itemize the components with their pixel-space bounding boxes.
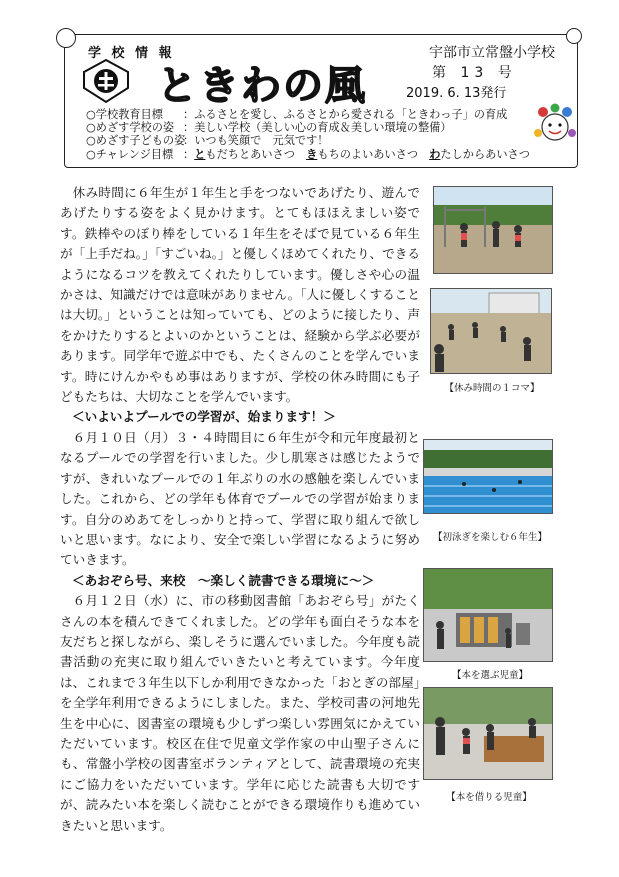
newsletter-title: ときわの風 xyxy=(157,63,367,109)
challenge-key-1: と xyxy=(194,147,206,161)
challenge-prefix: ： xyxy=(183,147,195,161)
borrow-caption: 【本を借りる児童】 xyxy=(446,792,532,803)
challenge-rest-3: たしからあいさつ xyxy=(440,147,530,161)
bookmobile-photo-1 xyxy=(423,568,553,662)
goal-text: ：いつも笑顔で 元気です！ xyxy=(183,134,329,148)
challenge-key-3: わ xyxy=(429,147,441,161)
scroll-curl-left xyxy=(56,28,76,48)
goal-label: ○めざす学校の姿 xyxy=(86,121,175,135)
challenge-label: ○チャレンジ目標 xyxy=(86,147,174,161)
scroll-curl-right xyxy=(566,28,582,44)
goal-row xyxy=(86,121,530,134)
school-goals xyxy=(86,108,530,161)
pool-paragraph: ６月１０日（月）３・４時間目に６年生が令和元年度最初となるプールでの学習を行いました。少し肌寒さは感じたようですが、きれいなプールでの１年ぶりの水の感触を楽しんでいました。これから、どの学年も体育でプールでの学習が始まります。自分のめあてをしっかりと持って、学習に取り組んで欲しいと思います。なにより、安全で楽しい学習になるように努めていきます。 xyxy=(60,429,420,568)
recess-photo-1 xyxy=(433,186,553,274)
challenge-goal-row xyxy=(86,148,530,161)
mascot-icon xyxy=(533,103,577,147)
section-label: 学 校 情 報 xyxy=(88,46,175,61)
recess-photo-2 xyxy=(430,288,552,374)
issue-number: 第 13 号 xyxy=(432,65,517,81)
goal-text: ：美しい学校（美しい心の育成＆美しい環境の整備） xyxy=(183,121,452,135)
challenge-rest-1: もだちとあいさつ xyxy=(205,147,307,161)
challenge-text xyxy=(181,148,530,161)
school-name: 宇部市立常盤小学校 xyxy=(429,45,555,61)
issue-date: 2019. 6. 13発行 xyxy=(406,86,507,101)
pool-heading: ＜いよいよプールでの学習が、始まります！＞ xyxy=(72,409,336,425)
challenge-rest-2: もちのよいあいさつ xyxy=(317,147,430,161)
recess-caption: 【休み時間の１コマ】 xyxy=(444,383,540,394)
goal-row xyxy=(86,108,530,121)
goal-label: ○めざす子どもの姿 xyxy=(86,134,186,148)
goal-row xyxy=(86,134,530,147)
pool-caption: 【初泳ぎを楽しむ６年生】 xyxy=(432,532,547,543)
recess-paragraph: 休み時間に６年生が１年生と手をつないであげたり、遊んであげたりする姿をよく見かけます。とてもほほえましい姿です。鉄棒やのぼり棒をしている１年生をそばで見ている６年生が「上手だね。」「すごいね。」と優しくほめてくれたり、できるようになるコツを教えてくれたりしています。優しさや心の温かさは、知識だけでは意味がありません。「人に優しくすることは大切。」ということは知っていても、どのように接したり、声をかけたりするとよいのかということは、経験から学ぶ必要があります。同学年で遊ぶ中でも、たくさんのことを学んでいます。時にけんかやもめ事はありますが、学校の休み時間にも子どもたちは、大切なことを学んでいます。 xyxy=(60,185,420,405)
goal-text: ：ふるさとを愛し、ふるさとから愛される「ときわっ子」の育成 xyxy=(183,108,508,121)
challenge-key-2: き xyxy=(306,147,318,161)
article-body xyxy=(60,183,420,836)
pool-photo xyxy=(423,439,553,514)
bookmobile-photo-2 xyxy=(423,687,553,780)
choose-caption: 【本を選ぶ児童】 xyxy=(451,670,528,681)
library-paragraph: ６月１２日（水）に、市の移動図書館「あおぞら号」がたくさんの本を積んできてくれました。どの学年も面白そうな本を友だちと探しながら、楽しそうに選んでいました。今年度も読書活動の充実に取り組んでいきたいと考えています。今年度は、これまで３年生以下しか利用できなかった「おとぎの部屋」を全学年利用できるようにしました。また、学校司書の河地先生を中心に、図書室の環境も少しずつ楽しい雰囲気にかえていただいています。校区在住で児童文学作家の中山聖子さんにも、常盤小学校の図書室ボランティアとして、読書環境の充実にご協力をいただいています。学年に応じた読書も大切ですが、読みたい本を楽しく読むことができる環境作りも進めていきたいと思います。 xyxy=(60,593,421,833)
goal-label: ○学校教育目標 xyxy=(86,108,163,121)
library-heading: ＜あおぞら号、来校 ～楽しく読書できる環境に～＞ xyxy=(72,572,375,588)
school-emblem-icon xyxy=(80,58,132,104)
